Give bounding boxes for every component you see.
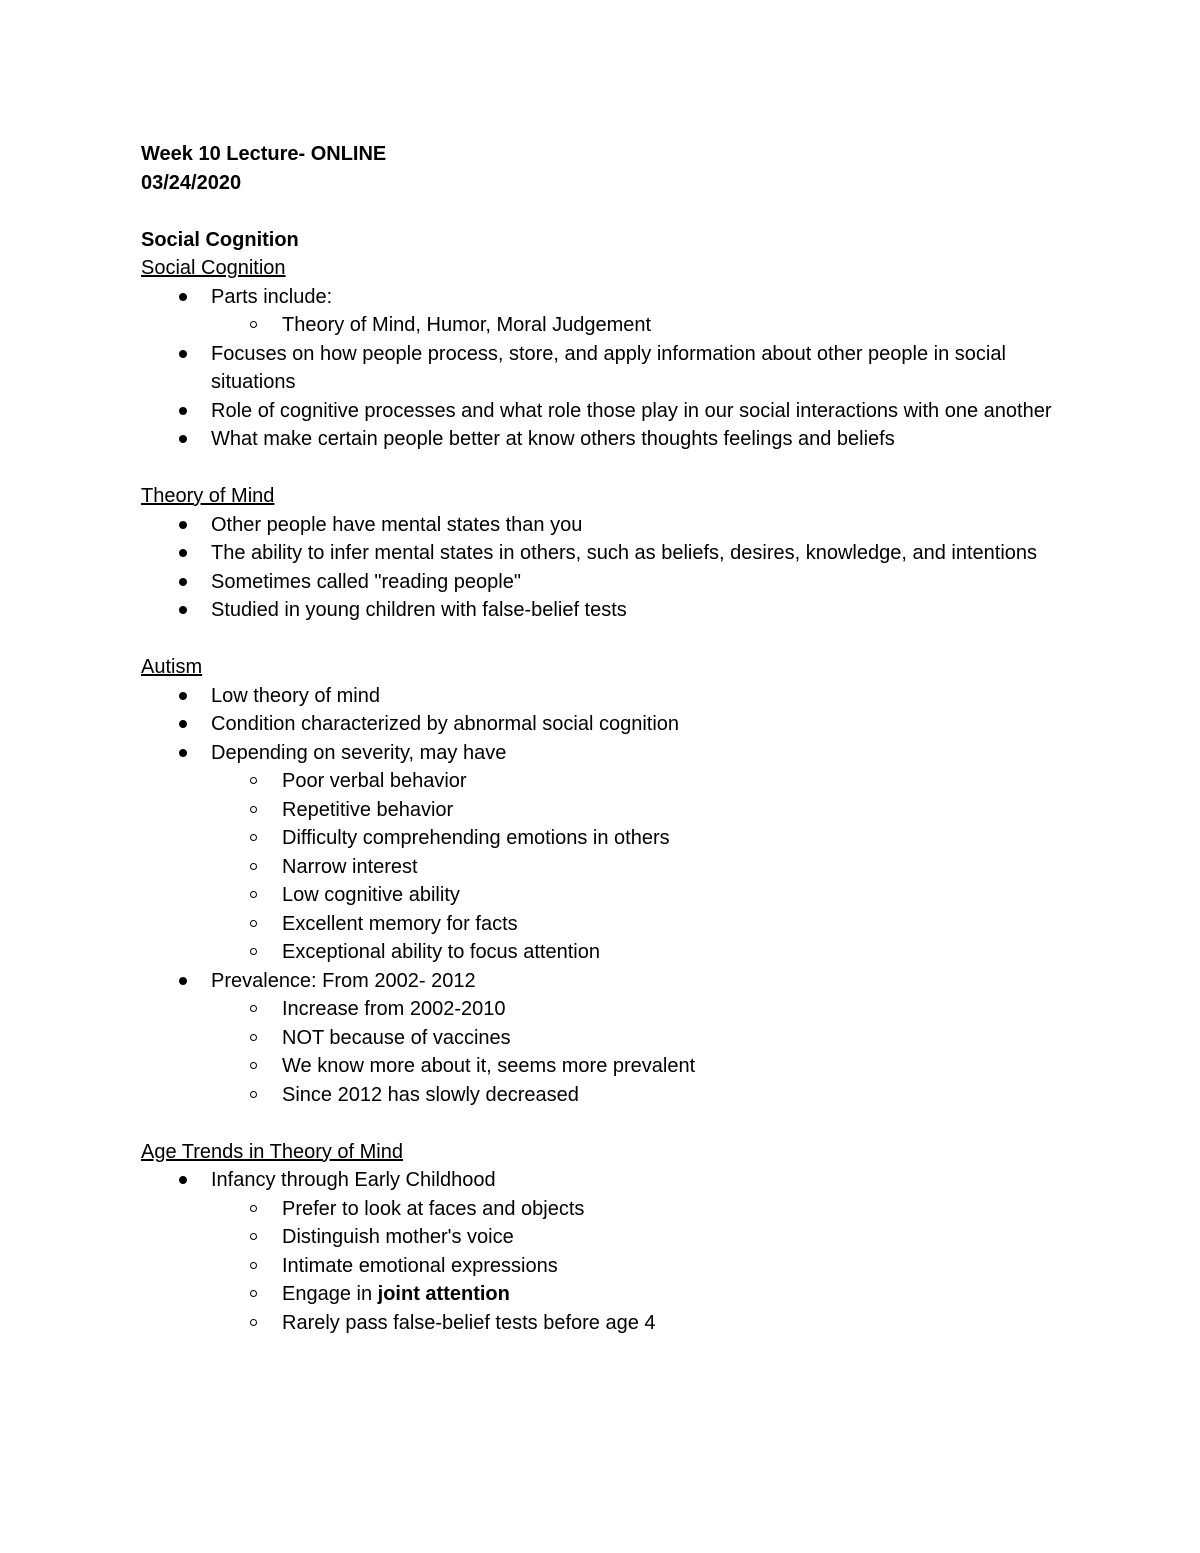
filled-bullet-icon	[179, 407, 187, 415]
filled-bullet-icon	[179, 435, 187, 443]
filled-bullet-icon	[179, 720, 187, 728]
hollow-bullet-icon	[250, 1262, 257, 1269]
list-item	[141, 425, 1061, 454]
list-item	[141, 568, 1061, 597]
sub-list-item-text: Difficulty comprehending emotions in others	[282, 827, 670, 849]
sub-list-item-text: Theory of Mind, Humor, Moral Judgement	[282, 314, 652, 336]
sub-list-item-text: NOT because of vaccines	[282, 1026, 511, 1049]
list-item-text: Low theory of mind	[211, 684, 380, 707]
sub-list-item	[211, 1223, 1061, 1252]
bold-term: joint attention	[377, 1283, 510, 1305]
list-item	[141, 967, 1061, 1110]
hollow-bullet-icon	[250, 863, 257, 870]
sub-list-item-text: Rarely pass false-belief tests before age 4	[282, 1311, 656, 1334]
sub-list-item-text: Intimate emotional expressions	[282, 1254, 558, 1277]
subheading-theory-of-mind: Theory of Mind	[141, 485, 275, 507]
subheading-age-trends: Age Trends in Theory of Mind	[141, 1140, 403, 1163]
hollow-bullet-icon	[250, 948, 257, 955]
bullet-list	[141, 1166, 1061, 1337]
sub-list-item-text: Exceptional ability to focus attention	[282, 941, 600, 963]
sub-list-item-text: Engage in	[282, 1283, 378, 1305]
sub-list-item	[211, 1252, 1061, 1281]
list-item	[141, 539, 1061, 568]
sub-bullet-list	[211, 311, 1061, 340]
list-item-text: Infancy through Early Childhood	[211, 1169, 496, 1191]
filled-bullet-icon	[179, 1176, 187, 1184]
sub-list-item-text: Repetitive behavior	[282, 798, 454, 821]
hollow-bullet-icon	[250, 1034, 257, 1041]
sub-list-item-text: Narrow interest	[282, 855, 418, 878]
bullet-list	[141, 682, 1061, 1110]
hollow-bullet-icon	[250, 1290, 257, 1297]
list-item	[141, 340, 1061, 397]
filled-bullet-icon	[179, 293, 187, 301]
sub-list-item	[211, 881, 1061, 910]
sub-list-item	[211, 1280, 1061, 1309]
list-item-text: The ability to infer mental states in others, such as beliefs, desires, knowledge, and intentions	[211, 542, 1038, 564]
list-item-text: Condition characterized by abnormal social cognition	[211, 713, 680, 735]
hollow-bullet-icon	[250, 1319, 257, 1326]
list-item	[141, 596, 1061, 625]
hollow-bullet-icon	[250, 321, 257, 328]
sub-list-item	[211, 1052, 1061, 1081]
document-page	[141, 140, 1061, 1337]
list-item-text: Sometimes called "reading people"	[211, 570, 521, 593]
list-item	[141, 397, 1061, 426]
sub-list-item-text: Excellent memory for facts	[282, 912, 518, 935]
filled-bullet-icon	[179, 692, 187, 700]
sub-bullet-list	[211, 767, 1061, 967]
sub-list-item-text: Since 2012 has slowly decreased	[282, 1083, 579, 1106]
hollow-bullet-icon	[250, 920, 257, 927]
sub-list-item-text: Distinguish mother's voice	[282, 1226, 514, 1248]
filled-bullet-icon	[179, 521, 187, 529]
list-item	[141, 710, 1061, 739]
sub-list-item	[211, 824, 1061, 853]
list-item-text: Role of cognitive processes and what role those play in our social interactions with one another	[211, 399, 1052, 422]
list-item-text: Studied in young children with false-belief tests	[211, 599, 627, 621]
list-item	[141, 511, 1061, 540]
list-item-text: Parts include:	[211, 285, 333, 308]
sub-list-item	[211, 1309, 1061, 1338]
sub-list-item-text: Increase from 2002-2010	[282, 998, 506, 1020]
filled-bullet-icon	[179, 578, 187, 586]
sub-list-item	[211, 1081, 1061, 1110]
subheading-autism: Autism	[141, 656, 203, 678]
sub-list-item	[211, 853, 1061, 882]
list-item-text: Focuses on how people process, store, and apply information about other people in social situations	[211, 342, 1006, 393]
hollow-bullet-icon	[250, 891, 257, 898]
filled-bullet-icon	[179, 350, 187, 358]
sub-list-item	[211, 910, 1061, 939]
sub-list-item	[211, 311, 1061, 340]
subheading-social-cognition: Social Cognition	[141, 257, 286, 279]
sub-bullet-list	[211, 995, 1061, 1109]
blank-line	[141, 625, 1061, 654]
blank-line	[141, 197, 1061, 226]
list-item-text: Depending on severity, may have	[211, 741, 507, 764]
document-title: Week 10 Lecture- ONLINE	[141, 143, 387, 165]
sub-list-item	[211, 1024, 1061, 1053]
hollow-bullet-icon	[250, 1005, 257, 1012]
sub-list-item	[211, 767, 1061, 796]
filled-bullet-icon	[179, 606, 187, 614]
hollow-bullet-icon	[250, 777, 257, 784]
list-item	[141, 739, 1061, 967]
sub-list-item	[211, 995, 1061, 1024]
list-item-text: Prevalence: From 2002- 2012	[211, 969, 476, 992]
sub-list-item-text: We know more about it, seems more prevalent	[282, 1055, 696, 1077]
hollow-bullet-icon	[250, 1062, 257, 1069]
sub-bullet-list	[211, 1195, 1061, 1338]
bullet-list	[141, 283, 1061, 454]
sub-list-item	[211, 938, 1061, 967]
hollow-bullet-icon	[250, 834, 257, 841]
filled-bullet-icon	[179, 977, 187, 985]
hollow-bullet-icon	[250, 1091, 257, 1098]
list-item	[141, 682, 1061, 711]
blank-line	[141, 1109, 1061, 1138]
filled-bullet-icon	[179, 749, 187, 757]
hollow-bullet-icon	[250, 806, 257, 813]
list-item-text: Other people have mental states than you	[211, 513, 583, 536]
sub-list-item	[211, 796, 1061, 825]
hollow-bullet-icon	[250, 1205, 257, 1212]
blank-line	[141, 454, 1061, 483]
sub-list-item-text: Low cognitive ability	[282, 884, 460, 906]
list-item	[141, 283, 1061, 340]
list-item	[141, 1166, 1061, 1337]
section-title: Social Cognition	[141, 228, 299, 251]
list-item-text: What make certain people better at know others thoughts feelings and beliefs	[211, 428, 895, 450]
document-date: 03/24/2020	[141, 171, 242, 194]
filled-bullet-icon	[179, 549, 187, 557]
sub-list-item	[211, 1195, 1061, 1224]
sub-list-item-text: Poor verbal behavior	[282, 770, 467, 792]
bullet-list	[141, 511, 1061, 625]
hollow-bullet-icon	[250, 1233, 257, 1240]
sub-list-item-text: Prefer to look at faces and objects	[282, 1197, 585, 1220]
